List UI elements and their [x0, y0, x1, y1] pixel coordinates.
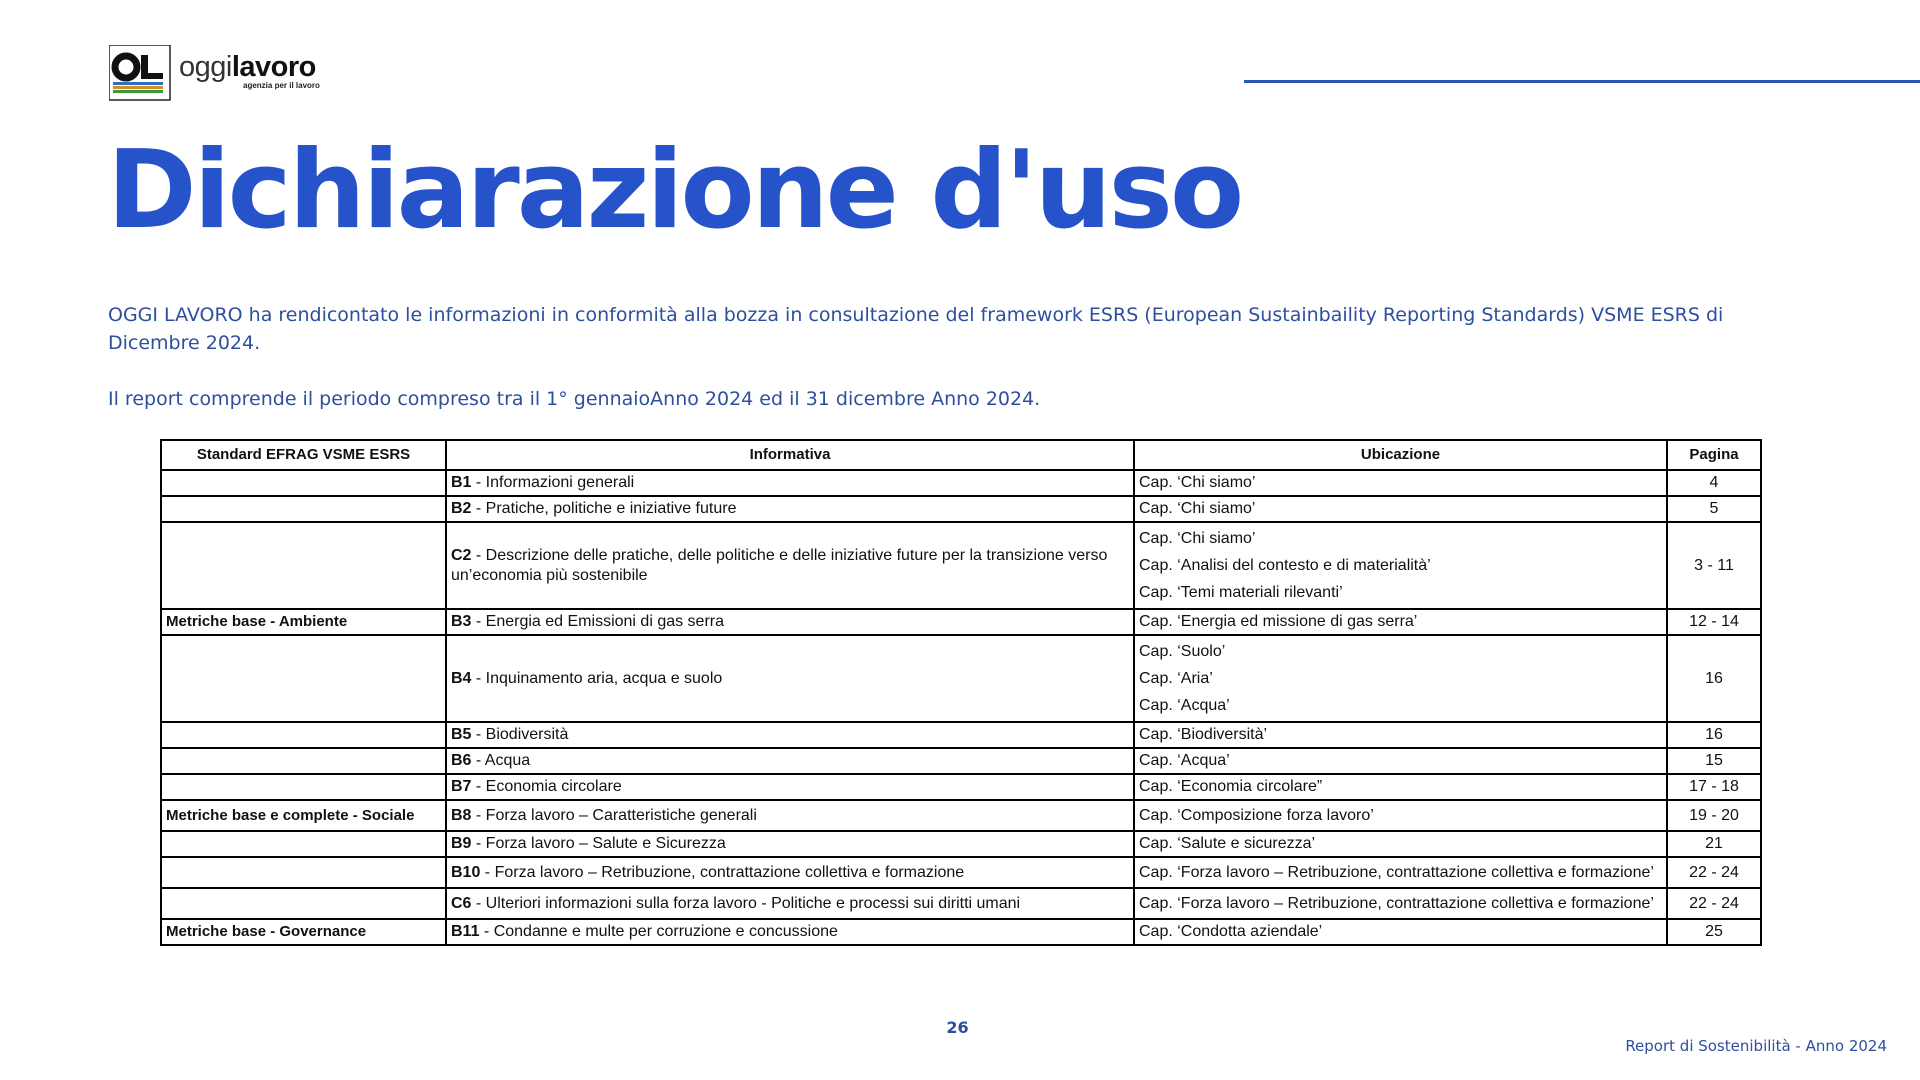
cell-informativa	[446, 831, 1134, 857]
cell-ubicazione	[1134, 857, 1667, 888]
location-entry: Cap. ‘Forza lavoro – Retribuzione, contrattazione collettiva e formazione’	[1139, 864, 1654, 881]
logo-tagline: agenzia per il lavoro	[243, 81, 320, 90]
disclosure-description: - Forza lavoro – Retribuzione, contrattazione collettiva e formazione	[480, 863, 965, 881]
table-row	[161, 609, 1761, 635]
intro-paragraph: Il report comprende il periodo compreso tra il 1° gennaioAnno 2024 ed il 31 dicembre Anno 2024.	[108, 388, 1041, 410]
disclosure-code: B6	[451, 752, 472, 769]
cell-pagina: 3 - 11	[1667, 522, 1761, 609]
disclosure-code: B3	[451, 613, 472, 630]
logo-name-light: oggi	[179, 51, 232, 83]
table-row	[161, 722, 1761, 748]
intro-paragraph: OGGI LAVORO ha rendicontato le informazioni in conformità alla bozza in consultazione del framework ESRS (European Sustainbaility Reporting Standards) VSME ESRS di Dicembre 2024.	[108, 304, 1724, 354]
cell-informativa	[446, 609, 1134, 635]
ol-logo-icon	[109, 45, 171, 101]
cell-standard	[161, 857, 446, 888]
disclosure-code: B11	[451, 923, 480, 940]
location-entry: Cap. ‘Chi siamo’	[1139, 474, 1256, 491]
intro-text	[108, 301, 1808, 413]
disclosure-code: B10	[451, 863, 481, 881]
cell-pagina: 22 - 24	[1667, 857, 1761, 888]
cell-ubicazione	[1134, 635, 1667, 722]
location-entry: Cap. ‘Chi siamo’	[1139, 530, 1256, 547]
disclosure-description: - Acqua	[471, 752, 531, 769]
location-entry: Cap. ‘Analisi del contesto e di materialità’	[1139, 557, 1431, 574]
standards-table	[160, 439, 1762, 946]
disclosure-description: - Forza lavoro – Salute e Sicurezza	[471, 835, 726, 852]
cell-informativa	[446, 748, 1134, 774]
disclosure-description: - Biodiversità	[471, 726, 569, 743]
cell-standard: Metriche base - Governance	[161, 919, 446, 945]
cell-ubicazione	[1134, 888, 1667, 919]
cell-informativa	[446, 774, 1134, 800]
cell-informativa	[446, 888, 1134, 919]
header-standard: Standard EFRAG VSME ESRS	[161, 440, 446, 470]
cell-ubicazione	[1134, 496, 1667, 522]
cell-ubicazione	[1134, 522, 1667, 609]
location-entry: Cap. ‘Condotta aziendale’	[1139, 923, 1323, 940]
disclosure-description: - Condanne e multe per corruzione e concussione	[479, 923, 838, 940]
location-entry: Cap. ‘Acqua’	[1139, 752, 1230, 769]
location-entry: Cap. ‘Acqua’	[1139, 697, 1230, 714]
disclosure-code: B5	[451, 726, 472, 743]
cell-pagina: 21	[1667, 831, 1761, 857]
location-entry: Cap. ‘Suolo’	[1139, 643, 1226, 660]
disclosure-description: - Energia ed Emissioni di gas serra	[471, 613, 725, 630]
cell-informativa	[446, 470, 1134, 496]
cell-informativa	[446, 496, 1134, 522]
table-header-row	[161, 440, 1761, 470]
location-entry: Cap. ‘Energia ed missione di gas serra’	[1139, 613, 1418, 630]
cell-informativa	[446, 857, 1134, 888]
disclosure-code: B4	[451, 669, 472, 687]
disclosure-code: B9	[451, 835, 472, 852]
disclosure-description: - Pratiche, politiche e iniziative future	[471, 500, 737, 517]
cell-ubicazione	[1134, 470, 1667, 496]
disclosure-code: B8	[451, 806, 472, 824]
disclosure-description: - Economia circolare	[471, 778, 622, 795]
location-entry: Cap. ‘Forza lavoro – Retribuzione, contrattazione collettiva e formazione’	[1139, 895, 1654, 912]
disclosure-description: - Ulteriori informazioni sulla forza lavoro - Politiche e processi sui diritti umani	[471, 894, 1021, 912]
table-row	[161, 496, 1761, 522]
table-row	[161, 888, 1761, 919]
cell-standard	[161, 496, 446, 522]
table-row	[161, 831, 1761, 857]
cell-pagina: 19 - 20	[1667, 800, 1761, 831]
location-entry: Cap. ‘Biodiversità’	[1139, 726, 1268, 743]
cell-pagina: 22 - 24	[1667, 888, 1761, 919]
cell-pagina: 12 - 14	[1667, 609, 1761, 635]
cell-ubicazione	[1134, 831, 1667, 857]
location-entry: Cap. ‘Economia circolare”	[1139, 778, 1323, 795]
oggilavoro-logo	[109, 45, 339, 103]
table-row	[161, 522, 1761, 609]
cell-ubicazione	[1134, 774, 1667, 800]
location-entry: Cap. ‘Aria’	[1139, 670, 1213, 687]
logo-wordmark	[179, 51, 316, 84]
cell-informativa	[446, 635, 1134, 722]
cell-standard: Metriche base e complete - Sociale	[161, 800, 446, 831]
cell-ubicazione	[1134, 748, 1667, 774]
cell-pagina: 16	[1667, 722, 1761, 748]
disclosure-code: B1	[451, 474, 472, 491]
cell-standard	[161, 722, 446, 748]
disclosure-code: C2	[451, 546, 472, 564]
cell-pagina: 16	[1667, 635, 1761, 722]
header-pagina: Pagina	[1667, 440, 1761, 470]
page-number: 26	[946, 1018, 969, 1037]
cell-pagina: 17 - 18	[1667, 774, 1761, 800]
cell-ubicazione	[1134, 919, 1667, 945]
header-informativa: Informativa	[446, 440, 1134, 470]
disclosure-description: - Descrizione delle pratiche, delle politiche e delle iniziative future per la transizione verso un’economia più sostenibile	[451, 546, 1108, 584]
cell-standard: Metriche base - Ambiente	[161, 609, 446, 635]
table-row	[161, 748, 1761, 774]
table-row	[161, 470, 1761, 496]
cell-standard	[161, 748, 446, 774]
cell-standard	[161, 635, 446, 722]
location-entry: Cap. ‘Salute e sicurezza’	[1139, 835, 1316, 852]
footer-text: Report di Sostenibilità - Anno 2024	[1625, 1037, 1887, 1055]
cell-ubicazione	[1134, 609, 1667, 635]
cell-standard	[161, 774, 446, 800]
cell-informativa	[446, 722, 1134, 748]
cell-ubicazione	[1134, 722, 1667, 748]
cell-pagina: 4	[1667, 470, 1761, 496]
header-ubicazione: Ubicazione	[1134, 440, 1667, 470]
table-row	[161, 635, 1761, 722]
location-entry: Cap. ‘Temi materiali rilevanti’	[1139, 584, 1343, 601]
page-title: Dichiarazione d'uso	[107, 128, 1242, 253]
cell-pagina: 15	[1667, 748, 1761, 774]
disclosure-code: B2	[451, 500, 472, 517]
header-rule	[1244, 80, 1920, 83]
cell-pagina: 5	[1667, 496, 1761, 522]
table-row	[161, 800, 1761, 831]
location-entry: Cap. ‘Chi siamo’	[1139, 500, 1256, 517]
table-row	[161, 919, 1761, 945]
table-body	[161, 470, 1761, 945]
disclosure-code: C6	[451, 894, 472, 912]
cell-standard	[161, 888, 446, 919]
table-row	[161, 857, 1761, 888]
disclosure-description: - Inquinamento aria, acqua e suolo	[471, 669, 723, 687]
disclosure-description: - Informazioni generali	[471, 474, 635, 491]
cell-informativa	[446, 522, 1134, 609]
cell-ubicazione	[1134, 800, 1667, 831]
cell-informativa	[446, 919, 1134, 945]
cell-standard	[161, 522, 446, 609]
table-row	[161, 774, 1761, 800]
cell-pagina: 25	[1667, 919, 1761, 945]
location-entry: Cap. ‘Composizione forza lavoro’	[1139, 806, 1374, 824]
disclosure-description: - Forza lavoro – Caratteristiche generali	[471, 806, 757, 824]
cell-informativa	[446, 800, 1134, 831]
logo-name-bold: lavoro	[231, 51, 316, 83]
cell-standard	[161, 470, 446, 496]
cell-standard	[161, 831, 446, 857]
disclosure-code: B7	[451, 778, 472, 795]
